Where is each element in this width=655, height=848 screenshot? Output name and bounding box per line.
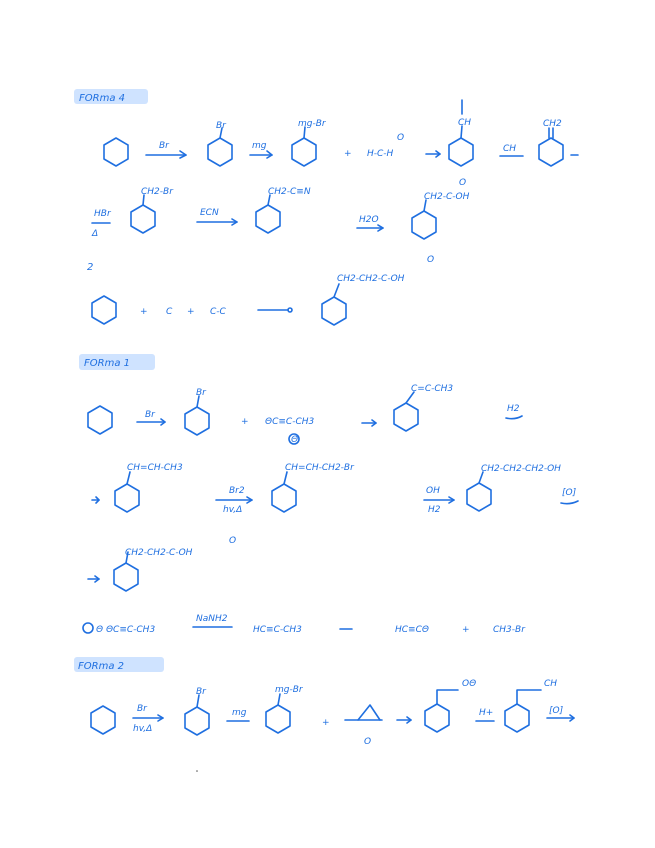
- substituent-label: CH2-Br: [141, 187, 173, 197]
- cyclohexane-ring: [88, 406, 112, 434]
- cyclohexane-ring: [322, 297, 346, 325]
- reagent-label: NaNH2: [196, 614, 228, 624]
- carbonyl-oxygen: O: [427, 255, 435, 265]
- section-heading: FORma 4: [79, 93, 125, 104]
- cyclohexane-ring: [449, 138, 473, 166]
- reagent-label: ECN: [200, 208, 219, 218]
- reagent-label: C: [166, 307, 173, 317]
- reagent-label: Br2: [229, 486, 245, 496]
- reagent-label: H+: [479, 708, 494, 718]
- section-heading: 2: [87, 262, 94, 273]
- cyclohexane-ring: [92, 296, 116, 324]
- plus-sign: +: [322, 718, 330, 728]
- substituent-label: CH=CH-CH2-Br: [285, 463, 354, 473]
- section-heading: FORma 1: [84, 358, 130, 369]
- substituent-label: CH2-C-OH: [424, 192, 470, 202]
- substituent-label: CH2-CH2-CH2-OH: [481, 464, 561, 474]
- plus-sign: +: [140, 307, 148, 317]
- substituent-label: CH2-C≡N: [268, 187, 311, 197]
- cyclohexane-ring: [114, 563, 138, 591]
- substituent-label: CH=CH-CH3: [127, 463, 183, 473]
- reagent-label: H2: [507, 404, 520, 414]
- substituent-label: mg-Br: [275, 685, 303, 695]
- reagent-label: mg: [252, 141, 267, 151]
- substituent-label: CH: [458, 118, 472, 128]
- substituent-label: CH2: [543, 119, 562, 129]
- substituent-label: Br: [196, 687, 206, 697]
- reagent-label: Br: [137, 704, 147, 714]
- reagent-label: CH: [503, 144, 517, 154]
- plus-sign: +: [462, 625, 470, 635]
- stray-dot: [196, 770, 198, 772]
- reagent-label: [O]: [562, 488, 577, 498]
- substituent-label: Br: [196, 388, 206, 398]
- cyclohexane-ring: [425, 704, 449, 732]
- cyclohexane-ring: [104, 138, 128, 166]
- cyclohexane-ring: [467, 483, 491, 511]
- cyclohexane-ring: [256, 205, 280, 233]
- plus-sign: +: [344, 149, 352, 159]
- cyclohexane-ring: [412, 211, 436, 239]
- section-forma-1: [79, 354, 578, 635]
- alkoxide-label: OΘ: [462, 679, 477, 689]
- reagent-label: ΘC≡C-CH3: [265, 417, 315, 427]
- reagent-label: Br: [145, 410, 155, 420]
- charge-label: Θ: [291, 435, 299, 445]
- reagent-label: H-C-H: [367, 149, 394, 159]
- reaction-row: [92, 463, 578, 515]
- reaction-row: [104, 100, 578, 166]
- plus-sign: +: [187, 307, 195, 317]
- reaction-row: [91, 178, 470, 239]
- condition-label: hv,Δ: [133, 724, 153, 734]
- condition-label: hv,Δ: [223, 505, 243, 515]
- section-2: [87, 255, 434, 325]
- epoxide-oxygen: O: [364, 737, 372, 747]
- reaction-row: [91, 679, 574, 747]
- reagent-label: C-C: [210, 307, 226, 317]
- cyclohexane-ring: [505, 704, 529, 732]
- reagent-label: H2O: [359, 215, 379, 225]
- cyclohexane-ring: [91, 706, 115, 734]
- cyclohexane-ring: [115, 484, 139, 512]
- cyclohexane-ring: [394, 403, 418, 431]
- carbonyl-oxygen: O: [397, 133, 405, 143]
- substituent-label: CH2-CH2-C-OH: [125, 548, 193, 558]
- cyclohexane-ring: [208, 138, 232, 166]
- section-forma-4: [74, 89, 578, 239]
- cyclohexane-ring: [131, 205, 155, 233]
- reagent-label: CH3-Br: [493, 625, 525, 635]
- plus-sign: +: [241, 417, 249, 427]
- substituent-label: mg-Br: [298, 119, 326, 129]
- cyclohexane-ring: [539, 138, 563, 166]
- reagent-label: HC≡C-CH3: [253, 625, 302, 635]
- condition-label: H2: [428, 505, 441, 515]
- reagent-label: Br: [159, 141, 169, 151]
- reagent-label: mg: [232, 708, 247, 718]
- cyclohexane-ring: [185, 407, 209, 435]
- reagent-label: Θ ΘC≡C-CH3: [96, 625, 156, 635]
- cyclohexane-ring: [185, 707, 209, 735]
- reaction-row: [88, 384, 522, 445]
- reaction-row: [92, 255, 434, 325]
- reaction-row: [83, 614, 526, 635]
- reagent-label: HC≡CΘ: [395, 625, 429, 635]
- cyclohexane-ring: [292, 138, 316, 166]
- substituent-label: C=C-CH3: [411, 384, 454, 394]
- reagent-label: HBr: [94, 209, 111, 219]
- reagent-label: OH: [426, 486, 440, 496]
- substituent-label: CH2-CH2-C-OH: [337, 274, 405, 284]
- section-forma-2: [74, 657, 574, 747]
- carbonyl-oxygen: O: [459, 178, 467, 188]
- substituent-label: Br: [216, 121, 226, 131]
- epoxide-ring: [358, 705, 380, 720]
- substituent-label: CH: [544, 679, 558, 689]
- reaction-row: [88, 536, 236, 591]
- reagent-label: [O]: [549, 706, 564, 716]
- condition-label: Δ: [92, 229, 99, 239]
- carbonyl-oxygen: O: [229, 536, 237, 546]
- cyclohexane-ring: [272, 484, 296, 512]
- section-heading: FORma 2: [78, 661, 124, 672]
- cyclohexane-ring: [266, 705, 290, 733]
